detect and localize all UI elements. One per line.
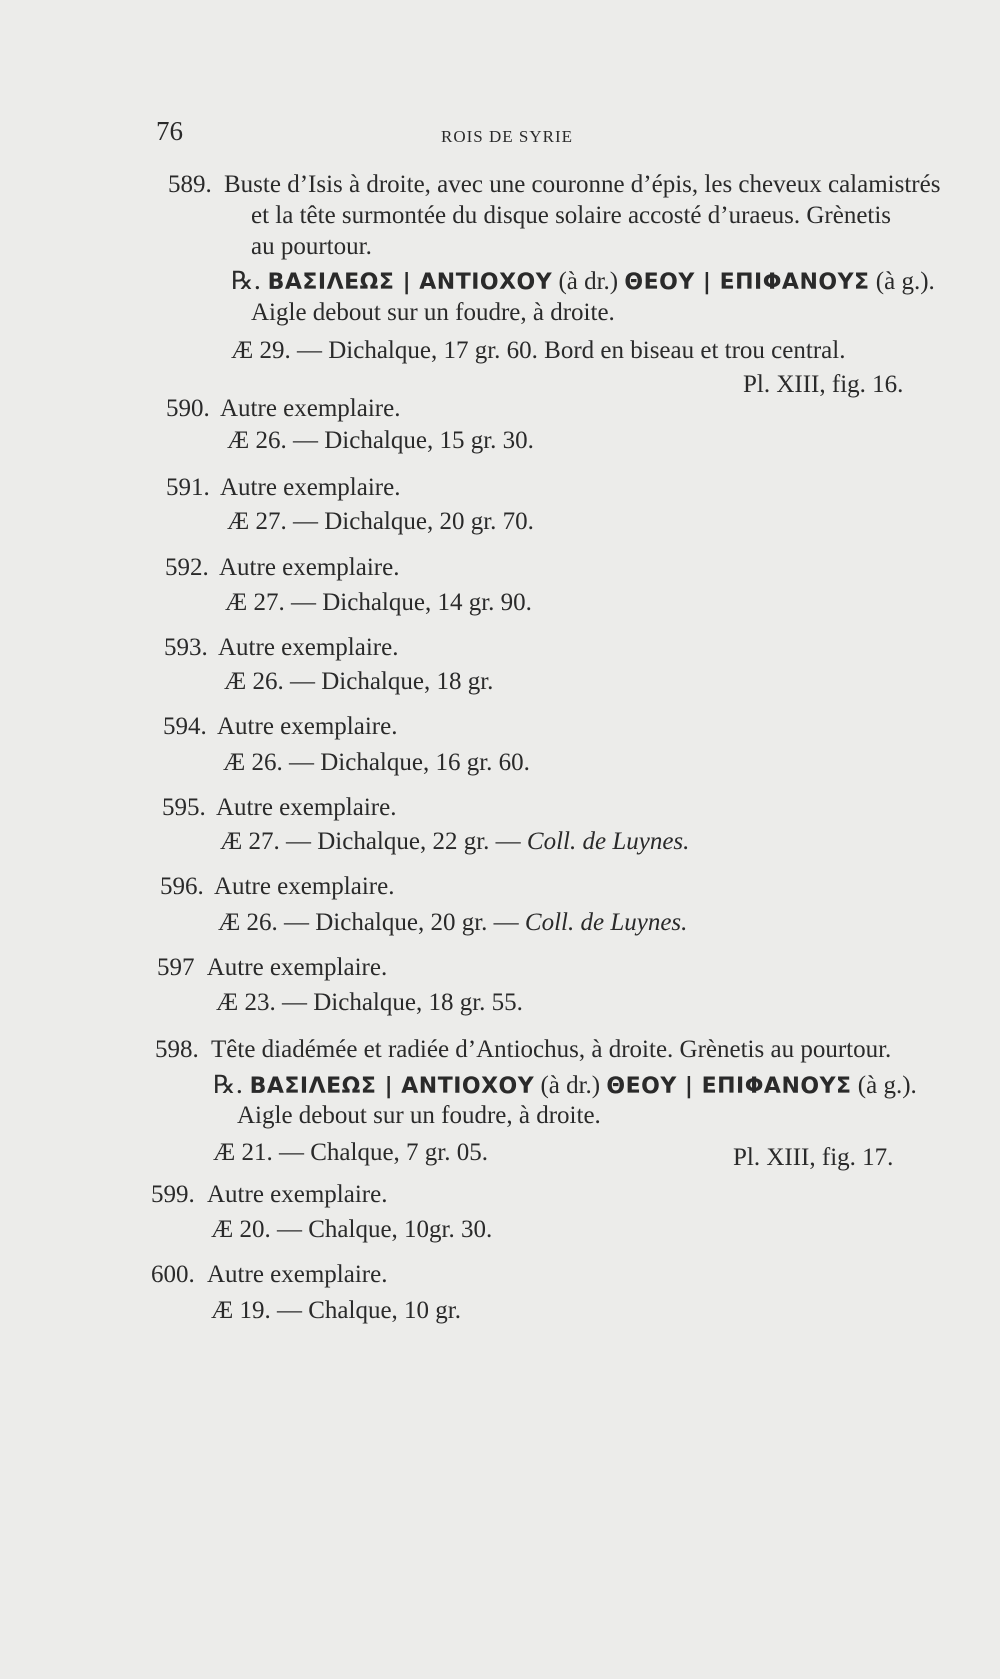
legend-left-position: (à g.).: [875, 268, 935, 295]
entry-description: Autre exemplaire.: [207, 1261, 388, 1288]
reverse-mark: ℞.: [213, 1070, 244, 1099]
entry-number: 589.: [168, 171, 212, 198]
entry-599-line-1: [151, 1180, 387, 1210]
obverse-description-continued: et la tête surmontée du disque solaire accosté d’uraeus. Grènetis: [251, 202, 892, 229]
entry-number: 591.: [166, 474, 210, 501]
entry-589-line-1: [168, 170, 940, 200]
obverse-description: Buste d’Isis à droite, avec une couronne d’épis, les cheveux calamistrés: [224, 171, 941, 198]
entry-description: Autre exemplaire.: [219, 554, 400, 581]
entry-description: Autre exemplaire.: [206, 954, 388, 981]
coin-details-line: [220, 827, 689, 857]
legend-left-position: (à g.).: [857, 1072, 917, 1099]
entry-description: Autre exemplaire.: [220, 474, 401, 501]
entry-number: 596.: [160, 873, 204, 900]
running-head: ROIS DE SYRIE: [441, 127, 574, 146]
coin-details: Æ 23. — Dichalque, 18 gr. 55.: [216, 989, 523, 1016]
reverse-legend-line: [213, 1070, 917, 1102]
entry-description: Autre exemplaire.: [207, 1181, 388, 1208]
legend-right: ΒΑΣΙΛΕΩΣ | ΑΝΤΙΟΧΟΥ: [249, 1074, 535, 1099]
entry-590-line-1: [166, 394, 400, 424]
entry-description: Autre exemplaire.: [218, 634, 399, 661]
entry-598-line-1: [155, 1035, 891, 1065]
coin-details-line: [218, 908, 687, 938]
entry-number: 592.: [165, 554, 209, 581]
legend-right-position: (à dr.): [540, 1072, 601, 1099]
legend-left: ΘΕΟΥ | ΕΠΙΦΑΝΟΥΣ: [606, 1074, 852, 1099]
coin-details: Æ 20. — Chalque, 10gr. 30.: [211, 1216, 493, 1243]
plate-reference: Pl. XIII, fig. 17.: [733, 1144, 894, 1171]
coin-details: Æ 26. — Dichalque, 16 gr. 60.: [223, 749, 530, 776]
entry-number: 597: [157, 954, 195, 981]
coin-details: Æ 26. — Dichalque, 15 gr. 30.: [227, 427, 534, 454]
entry-number: 599.: [151, 1181, 195, 1208]
coin-details: Æ 21. — Chalque, 7 gr. 05.: [213, 1139, 488, 1166]
entry-592-line-1: [165, 553, 399, 583]
entry-600-line-1: [151, 1260, 387, 1290]
entry-594-line-1: [163, 712, 397, 742]
entry-596-line-1: [160, 872, 394, 902]
reverse-description: Aigle debout sur un foudre, à droite.: [251, 299, 615, 326]
coin-details: Æ 27. — Dichalque, 22 gr. —: [220, 828, 521, 855]
entry-number: 593.: [164, 634, 208, 661]
plate-reference: Pl. XIII, fig. 16.: [743, 371, 904, 398]
entry-description: Autre exemplaire.: [220, 395, 401, 422]
entry-number: 600.: [151, 1261, 195, 1288]
entry-description: Autre exemplaire.: [217, 713, 398, 740]
entry-number: 595.: [162, 794, 206, 821]
coin-details: Æ 26. — Dichalque, 18 gr.: [224, 668, 494, 695]
reverse-legend-line: [231, 266, 935, 298]
entry-description: Autre exemplaire.: [214, 873, 395, 900]
entry-description: Autre exemplaire.: [216, 794, 397, 821]
legend-right-position: (à dr.): [558, 268, 619, 295]
legend-right: ΒΑΣΙΛΕΩΣ | ΑΝΤΙΟΧΟΥ: [267, 270, 553, 295]
entry-591-line-1: [166, 473, 400, 503]
reverse-mark: ℞.: [231, 266, 262, 295]
collection: Coll. de Luynes.: [526, 828, 690, 855]
page-number: 76: [156, 116, 183, 146]
entry-593-line-1: [164, 633, 398, 663]
collection: Coll. de Luynes.: [524, 909, 688, 936]
reverse-description: Aigle debout sur un foudre, à droite.: [237, 1102, 601, 1129]
entry-number: 590.: [166, 395, 210, 422]
entry-597-line-1: [157, 953, 387, 983]
coin-details: Æ 19. — Chalque, 10 gr.: [211, 1297, 461, 1324]
coin-details: Æ 27. — Dichalque, 20 gr. 70.: [227, 508, 534, 535]
coin-details: Æ 26. — Dichalque, 20 gr. —: [218, 909, 519, 936]
entry-number: 598.: [155, 1036, 199, 1063]
obverse-description-end: au pourtour.: [251, 233, 372, 260]
obverse-description: Tête diadémée et radiée d’Antiochus, à droite. Grènetis au pourtour.: [211, 1036, 892, 1063]
coin-details: Æ 29. — Dichalque, 17 gr. 60. Bord en biseau et trou central.: [231, 337, 846, 364]
entry-number: 594.: [163, 713, 207, 740]
legend-left: ΘΕΟΥ | ΕΠΙΦΑΝΟΥΣ: [624, 270, 870, 295]
coin-details: Æ 27. — Dichalque, 14 gr. 90.: [225, 589, 532, 616]
entry-595-line-1: [162, 793, 396, 823]
